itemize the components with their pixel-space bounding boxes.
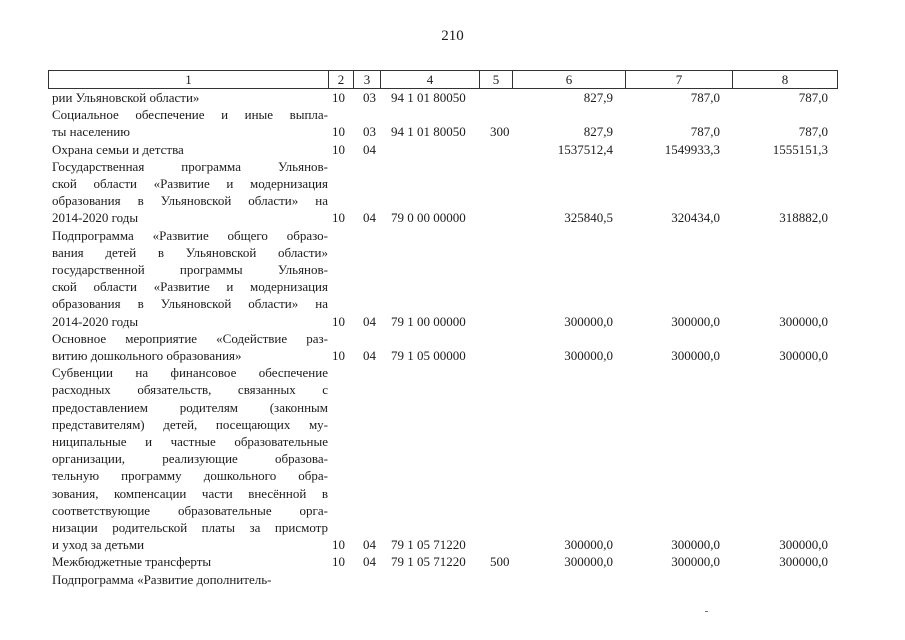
row-description-line: расходных обязательств, связанных с xyxy=(52,382,328,398)
cell-c2: 10 xyxy=(332,90,345,105)
row-description-line: ты населению xyxy=(52,124,130,140)
cell-c7: 300000,0 xyxy=(671,554,720,570)
cell-c8: 787,0 xyxy=(798,90,828,105)
cell-c8: 300000,0 xyxy=(779,537,828,553)
table-header xyxy=(48,70,838,89)
row-description-line: Охрана семьи и детства xyxy=(52,141,184,157)
cell-c7: 787,0 xyxy=(690,124,720,140)
cell-c2: 10 xyxy=(332,348,345,364)
row-description-line: рии Ульяновской области» xyxy=(52,90,200,105)
row-description-line: ской области «Развитие и модернизация xyxy=(52,279,328,295)
row-description-line: низации родительской платы за присмотр xyxy=(52,520,328,536)
table-row xyxy=(0,571,905,588)
cell-c3: 04 xyxy=(363,141,376,157)
row-description-line: вания детей в Ульяновской области» xyxy=(52,244,328,260)
header-col-8: 8 xyxy=(781,72,789,87)
cell-c4: 79 0 00 00000 xyxy=(391,210,466,226)
header-col-1: 1 xyxy=(49,71,329,88)
cell-c3: 04 xyxy=(363,210,376,226)
cell-c4: 79 1 05 71220 xyxy=(391,554,466,570)
table-row xyxy=(0,330,905,364)
cell-c6: 300000,0 xyxy=(564,313,613,329)
cell-c6: 827,9 xyxy=(583,90,613,105)
table-body xyxy=(0,89,905,588)
cell-c8: 300000,0 xyxy=(779,313,828,329)
row-description-line: Субвенции на финансовое обеспечение xyxy=(52,365,328,381)
header-col-6: 6 xyxy=(513,71,626,88)
cell-c7: 300000,0 xyxy=(671,537,720,553)
cell-c3: 03 xyxy=(363,90,376,105)
row-description-line: Подпрограмма «Развитие общего образо- xyxy=(52,227,328,243)
row-description-line: ской области «Развитие и модернизация xyxy=(52,176,328,192)
cell-c3: 04 xyxy=(363,313,376,329)
row-description-line: 2014-2020 годы xyxy=(52,210,139,226)
cell-c6: 300000,0 xyxy=(564,554,613,570)
row-description-line: предоставлением родителям (законным xyxy=(52,399,328,415)
scan-mark xyxy=(705,611,708,612)
cell-c3: 04 xyxy=(363,537,376,553)
row-description-line: 2014-2020 годы xyxy=(52,313,139,329)
table-row xyxy=(0,553,905,570)
row-description-line: Подпрограмма «Развитие дополнитель- xyxy=(52,571,272,587)
cell-c4: 94 1 01 80050 xyxy=(391,90,466,105)
row-description-line: Государственная программа Ульянов- xyxy=(52,158,328,174)
row-description-line: Основное мероприятие «Содействие раз- xyxy=(52,330,328,346)
cell-c8: 1555151,3 xyxy=(772,141,828,157)
cell-c6: 300000,0 xyxy=(564,348,613,364)
cell-c8: 318882,0 xyxy=(779,210,828,226)
cell-c4: 79 1 05 00000 xyxy=(391,348,466,364)
cell-c2: 10 xyxy=(332,124,345,140)
row-description-line: Межбюджетные трансферты xyxy=(52,554,212,570)
cell-c4: 94 1 01 80050 xyxy=(391,124,466,140)
header-col-2: 2 xyxy=(329,71,354,88)
row-description-line: и уход за детьми xyxy=(52,537,145,553)
table-row xyxy=(0,89,905,106)
row-description-line: тельную программу дошкольного обра- xyxy=(52,468,328,484)
cell-c7: 787,0 xyxy=(690,90,720,105)
row-description-line: образования в Ульяновской области» на xyxy=(52,296,328,312)
cell-c3: 04 xyxy=(363,554,376,570)
cell-c2: 10 xyxy=(332,537,345,553)
header-col-3: 3 xyxy=(354,71,381,88)
row-description-line: государственной программы Ульянов- xyxy=(52,262,328,278)
header-col-7: 7 xyxy=(626,71,733,88)
table-row xyxy=(0,141,905,158)
row-description-line: ниципальные и частные образовательные xyxy=(52,434,328,450)
cell-c5: 300 xyxy=(490,124,510,140)
cell-c8: 787,0 xyxy=(798,124,828,140)
cell-c2: 10 xyxy=(332,210,345,226)
cell-c6: 300000,0 xyxy=(564,537,613,553)
table-row xyxy=(0,227,905,330)
cell-c6: 325840,5 xyxy=(564,210,613,226)
table-row xyxy=(0,364,905,553)
cell-c6: 827,9 xyxy=(583,124,613,140)
cell-c4: 79 1 00 00000 xyxy=(391,313,466,329)
cell-c7: 1549933,3 xyxy=(664,141,720,157)
cell-c2: 10 xyxy=(332,313,345,329)
table-row xyxy=(0,158,905,227)
cell-c2: 10 xyxy=(332,554,345,570)
cell-c7: 300000,0 xyxy=(671,348,720,364)
cell-c6: 1537512,4 xyxy=(557,141,613,157)
cell-c7: 320434,0 xyxy=(671,210,720,226)
cell-c5: 500 xyxy=(490,554,510,570)
page-number: 210 xyxy=(441,28,464,44)
cell-c8: 300000,0 xyxy=(779,554,828,570)
cell-c8: 300000,0 xyxy=(779,348,828,364)
row-description-line: образования в Ульяновской области» на xyxy=(52,193,328,209)
cell-c4: 79 1 05 71220 xyxy=(391,537,466,553)
row-description-line: зования, компенсации части внесённой в xyxy=(52,485,328,501)
row-description-line: витию дошкольного образования» xyxy=(52,348,242,364)
table-row xyxy=(0,106,905,140)
row-description-line: Социальное обеспечение и иные выпла- xyxy=(52,107,328,123)
cell-c7: 300000,0 xyxy=(671,313,720,329)
cell-c3: 04 xyxy=(363,348,376,364)
row-description-line: представителям) детей, посещающих му- xyxy=(52,416,328,432)
header-col-5: 5 xyxy=(480,71,513,88)
cell-c3: 03 xyxy=(363,124,376,140)
row-description-line: соответствующие образовательные орга- xyxy=(52,502,328,518)
header-col-4: 4 xyxy=(381,71,480,88)
row-description-line: организации, реализующие образова- xyxy=(52,451,328,467)
cell-c2: 10 xyxy=(332,141,345,157)
